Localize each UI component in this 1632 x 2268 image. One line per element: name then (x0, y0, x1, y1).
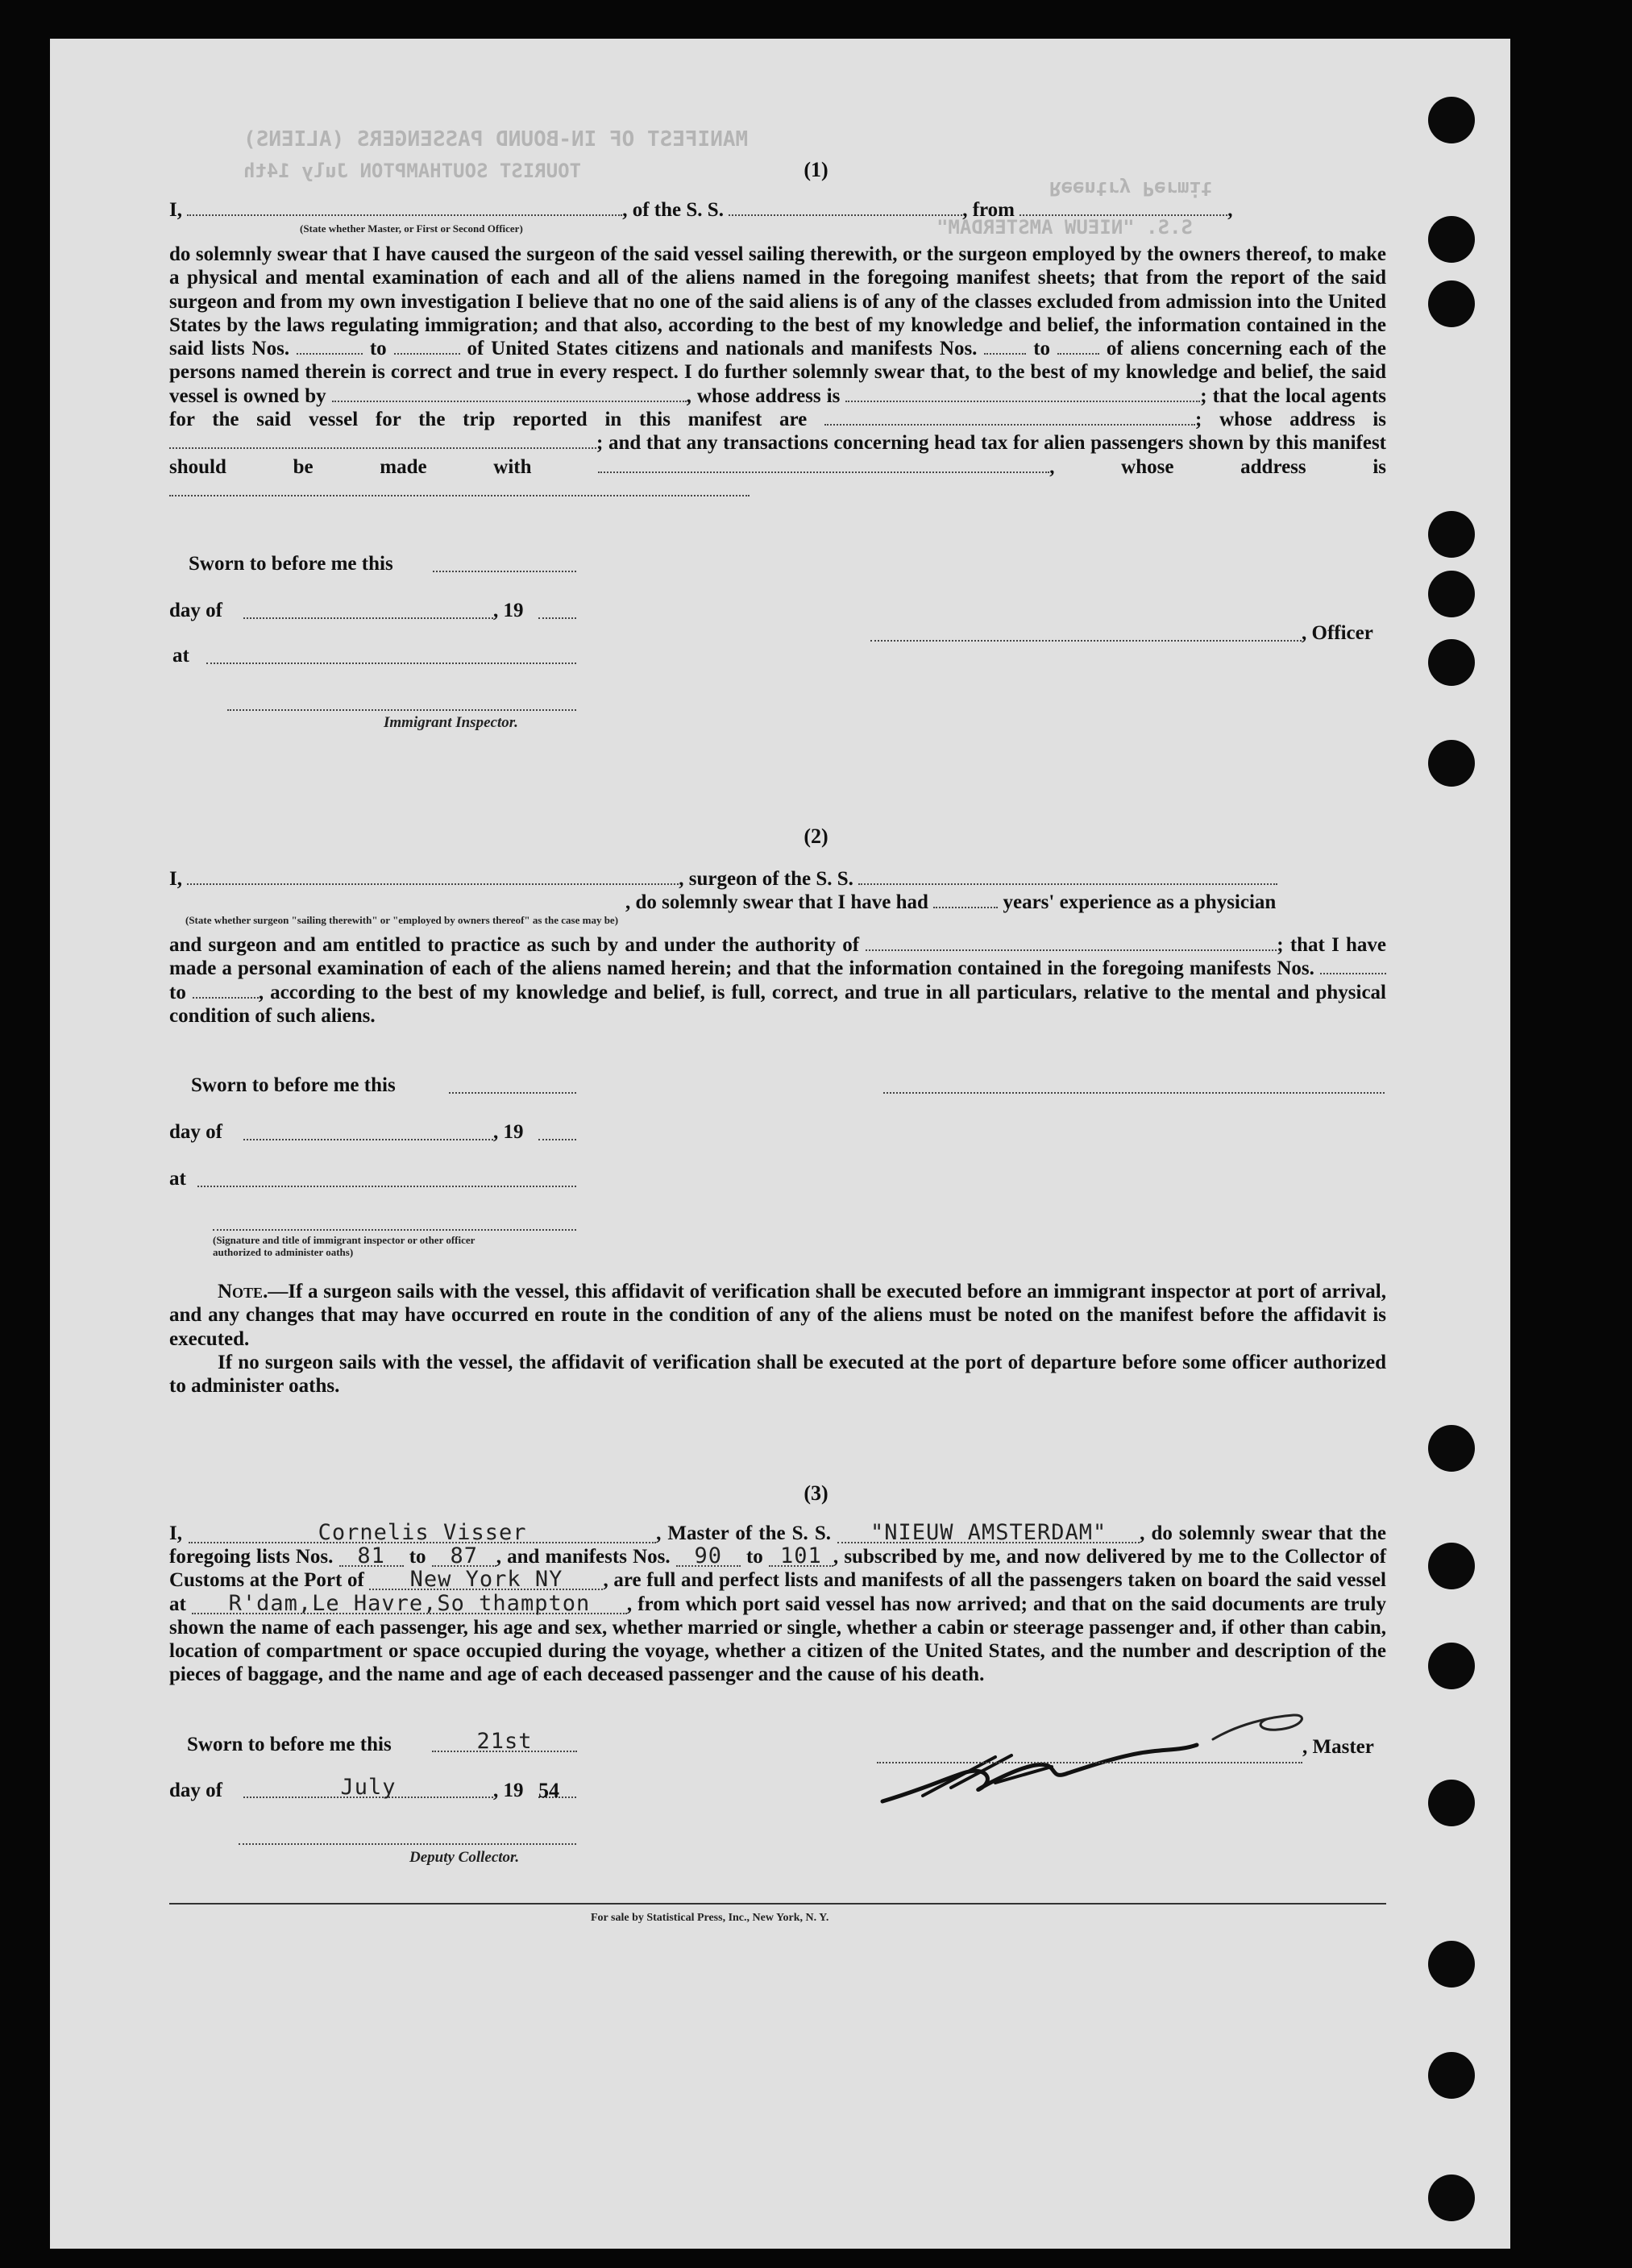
binder-hole (1428, 2175, 1475, 2221)
oath-text: , according to the best of my knowledge and belief, is full, correct, and true in all particulars, relative to the mental and physical condition of such aliens. (169, 981, 1387, 1027)
day-of-field[interactable] (243, 617, 493, 619)
to-label: to (745, 1546, 763, 1568)
bleed-through-ship: S.S. "NIEUW AMSTERDAM" (936, 216, 1193, 239)
section-3-body (169, 1522, 1386, 1686)
pronoun-label: I, (169, 868, 182, 890)
years-experience-field[interactable] (933, 892, 998, 908)
agents-address-field[interactable] (169, 433, 596, 449)
sworn-date-field[interactable] (433, 571, 576, 572)
year-field[interactable] (538, 617, 576, 619)
oath-text: , do solemnly (1140, 1522, 1256, 1544)
authority-field[interactable] (866, 935, 1277, 951)
pronoun-label: I, (169, 199, 182, 221)
owner-field[interactable] (332, 386, 687, 402)
surgeon-signature-field[interactable] (883, 1092, 1385, 1094)
master-label: , Master (1302, 1736, 1374, 1758)
printer-credit: For sale by Statistical Press, Inc., New York, N. Y. (591, 1912, 829, 1924)
from-label: , from (962, 199, 1015, 221)
master-name-field[interactable] (189, 1520, 656, 1545)
master-signature (874, 1693, 1326, 1813)
year-prefix-label: , 19 (493, 600, 524, 621)
sworn-label: Sworn to before me this (191, 1074, 396, 1096)
oath-text: and surgeon and am entitled to practice as such by and under the authority of (169, 934, 860, 956)
years-label: years' experience as a physician (1003, 891, 1277, 913)
year-field[interactable] (538, 1779, 576, 1802)
year-prefix-label: , 19 (493, 1780, 524, 1801)
head-tax-contact-field[interactable] (598, 457, 1049, 473)
bleed-through-permit: Reentry Permit (1049, 177, 1213, 200)
binder-hole (1428, 571, 1475, 617)
day-of-label: day of (169, 1780, 222, 1801)
year-prefix-label: , 19 (493, 1121, 524, 1143)
oath-text: ; and that any transactions concerning head tax for alien passengers shown by this manifest should be made with (169, 432, 1386, 478)
arrival-port-value: New York NY (409, 1567, 563, 1593)
month-value: July (340, 1775, 397, 1800)
binder-hole (1428, 1780, 1475, 1826)
lists-to-value: 87 (450, 1543, 478, 1569)
oath-text: , and manifests Nos. (496, 1546, 671, 1568)
ship-name-value: "NIEUW AMSTERDAM" (870, 1520, 1107, 1545)
to-label: to (1033, 338, 1051, 360)
signature-caption: (Signature and title of immigrant inspector or other officer authorized to administer oaths) (213, 1234, 475, 1258)
head-tax-address-field[interactable] (169, 480, 750, 496)
note-text: If no surgeon sails with the vessel, the affidavit of verification shall be executed at the port of departure before some officer authorized to administer oaths. (169, 1352, 1386, 1398)
binder-hole (1428, 1543, 1475, 1589)
sworn-label: Sworn to before me this (189, 553, 393, 575)
section-2-opening (169, 867, 1386, 891)
oath-text: , whose address is (686, 384, 841, 407)
note-paragraph-2 (169, 1351, 1386, 1398)
surgeon-name-field[interactable] (187, 869, 679, 885)
binder-hole (1428, 1941, 1475, 1988)
day-of-label: day of (169, 1121, 222, 1143)
manifests-to-field[interactable] (769, 1543, 833, 1569)
note-text: —If a surgeon sails with the vessel, this affidavit of verification shall be executed before an immigrant inspector at port of arrival, and any changes that may have occurred en route in the condition of any of the aliens must be noted on the manifest before the affidavit is executed. (169, 1281, 1386, 1350)
oath-text: do solemnly swear that I have caused the surgeon of the said vessel sailing therewith, or the surgeon employed by the owners thereof, to make a physical and mental examination of each and all of the aliens named in the foregoing manifest sheets; that from the report of the said surgeon and from my own investigation I believe that no one of the said aliens is of any of the classes excluded from admission into the United States by the laws regulating immigration; and that also, according to the best of my knowledge and belief, the information contained in the said lists Nos. (169, 243, 1386, 360)
bleed-through-title: MANIFEST OF IN-BOUND PASSENGERS (ALIENS) (243, 127, 749, 152)
oath-text: swear that the foregoing lists Nos. (169, 1522, 1387, 1568)
manifests-from-field[interactable] (984, 339, 1026, 355)
sworn-date-field[interactable] (449, 1092, 576, 1094)
manifests-to-value: 101 (780, 1543, 822, 1569)
of-ss-label: , of the S. S. (622, 199, 724, 221)
owner-address-field[interactable] (845, 386, 1200, 402)
departure-ports-value: R'dam,Le Havre,So thampton (228, 1590, 591, 1616)
section-3-heading: (3) (804, 1481, 828, 1505)
month-field[interactable] (243, 1775, 493, 1800)
lists-from-value: 81 (357, 1543, 385, 1569)
manifests-to-field[interactable] (1057, 339, 1099, 355)
to-label: to (409, 1546, 426, 1568)
binder-hole (1428, 280, 1475, 327)
departure-ports-field[interactable] (192, 1590, 627, 1616)
officer-label: , Officer (1302, 622, 1373, 644)
ship-name-field[interactable] (729, 200, 962, 216)
oath-text: whose address is (1219, 409, 1387, 431)
oath-text: , whose address is (1049, 455, 1387, 478)
surgeon-ship-field[interactable] (858, 869, 1277, 885)
agents-field[interactable] (824, 409, 1195, 426)
to-label: to (169, 981, 186, 1003)
bleed-through-line: TOURIST SOUTHAMPTON July 14th (243, 160, 582, 182)
arrival-port-field[interactable] (369, 1567, 603, 1593)
lists-from-field[interactable] (339, 1543, 404, 1569)
note-label: Note. (218, 1281, 268, 1302)
section-2-line2 (625, 891, 1394, 914)
manifests-from-value: 90 (694, 1543, 723, 1569)
oath-text: , subscribed by me, and now delivered by me to the Collector of Customs at the Port of (169, 1546, 1387, 1592)
oath-text: that I have made a personal examination of each of the aliens named herein; and that the information contained in the foregoing manifests Nos. (169, 934, 1386, 980)
day-of-label: day of (169, 600, 222, 621)
at-label: at (172, 645, 189, 667)
manifests-from-field[interactable] (1320, 958, 1386, 974)
deputy-collector-label: Deputy Collector. (409, 1849, 520, 1866)
master-signature-field[interactable] (877, 1762, 1302, 1763)
year-value: 54 (538, 1779, 559, 1802)
immigrant-inspector-label: Immigrant Inspector. (384, 714, 518, 731)
section-2-body: and surgeon and am entitled to practice as such by and under the authority of ; that I have made a personal examination of each of the aliens named herein; and that the information contained in the foregoing manifests Nos. to , according to the best of my knowledge and belief, is full, correct, and true in all particulars, relative to the mental and physical condition of such aliens. (169, 934, 1387, 1027)
departure-port-field[interactable] (1019, 200, 1227, 216)
footer-rule (169, 1903, 1386, 1905)
to-label: to (369, 338, 387, 360)
binder-hole (1428, 639, 1475, 686)
lists-to-field[interactable] (432, 1543, 496, 1569)
officer-signature-field[interactable] (870, 640, 1302, 642)
officer-rank-caption: (State whether Master, or First or Second Officer) (300, 222, 523, 235)
section-1-opening: I, , of the S. S. , from , (169, 199, 1233, 221)
sworn-day-value: 21st (476, 1729, 533, 1754)
lists-to-field[interactable] (394, 339, 460, 355)
master-name-value: Cornelis Visser (318, 1520, 527, 1545)
binder-hole (1428, 2052, 1475, 2099)
binder-hole (1428, 1425, 1475, 1472)
sworn-label: Sworn to before me this (187, 1734, 392, 1755)
section-2-heading: (2) (804, 825, 828, 848)
sworn-day-field[interactable] (432, 1729, 577, 1754)
section-1-body: do solemnly swear that I have caused the surgeon of the said vessel sailing therewith, or the surgeon employed by the owners thereof, to make a physical and mental examination of each and all of the aliens named in the foregoing manifest sheets; that from the report of the said surgeon and from my own investigation I believe that no one of the said aliens is of any of the classes excluded from admission into the United States by the laws regulating immigration; and that also, according to the best of my knowledge and belief, the information contained in the said lists Nos. to of United States citizens and nationals and manifests Nos. to of aliens concerning each of the persons named therein is correct and true in every respect. I do further solemnly swear that, to the best of my knowledge and belief, the said vessel is owned by , whose address is ; that the local agents for the said vessel for the trip reported in this manifest are ; whose address is ; and that any transactions concerning head tax for alien passengers shown by this manifest should be made with , whose address is (169, 243, 1386, 502)
section-1-heading: (1) (804, 158, 828, 181)
year-field[interactable] (538, 1139, 576, 1140)
surgeon-caption: (State whether surgeon "sailing therewith" or "employed by owners thereof" as the case may be) (185, 914, 619, 926)
swear-label: , do solemnly swear that I have had (625, 891, 928, 913)
day-of-field[interactable] (243, 1139, 493, 1140)
oath-text: , are full and perfect lists and manifests of all the passengers taken on board the said vessel at (169, 1569, 1387, 1615)
binder-hole (1428, 216, 1475, 263)
surgeon-of-label: , surgeon of the S. S. (679, 868, 853, 890)
oath-text: of United States citizens and nationals and manifests Nos. (467, 338, 978, 360)
at-label: at (169, 1168, 186, 1190)
binder-hole (1428, 97, 1475, 143)
manifests-to-field[interactable] (193, 982, 259, 999)
binder-hole (1428, 740, 1475, 787)
at-place-field[interactable] (197, 1186, 576, 1187)
binder-hole (1428, 511, 1475, 558)
master-of-label: , Master of the S. S. (656, 1522, 832, 1544)
deputy-collector-signature-field[interactable] (239, 1843, 576, 1845)
pronoun-label: I, (169, 1522, 182, 1544)
note-paragraph (169, 1280, 1386, 1351)
binder-hole (1428, 1643, 1475, 1689)
at-place-field[interactable] (206, 663, 576, 664)
inspector-signature-field[interactable] (227, 709, 576, 711)
oath-text: ; that the local agents for the said vessel for the trip reported in this manifest are (169, 384, 1387, 431)
manifests-from-field[interactable] (676, 1543, 741, 1569)
oath-text: , from which port said vessel has now arrived; and that on the said documents are truly shown the name of each passenger, his age and sex, whether married or single, whether a cabin or steerage passenger and, if other than cabin, location of compartment or space occupied during the voyage, whether a citizen of the United States, and the number and description of the pieces of baggage, and the name and age of each deceased passenger and the cause of his death. (169, 1593, 1387, 1686)
lists-from-field[interactable] (297, 339, 363, 355)
ship-name-field[interactable] (837, 1520, 1140, 1545)
oath-text: of aliens concerning each of the persons named therein is correct and true in every respect. I do further solemnly swear that, to the best of my knowledge and belief, the said vessel is owned by (169, 338, 1387, 407)
officer-rank-field[interactable] (187, 200, 622, 216)
officer-signature-field[interactable] (213, 1229, 576, 1231)
